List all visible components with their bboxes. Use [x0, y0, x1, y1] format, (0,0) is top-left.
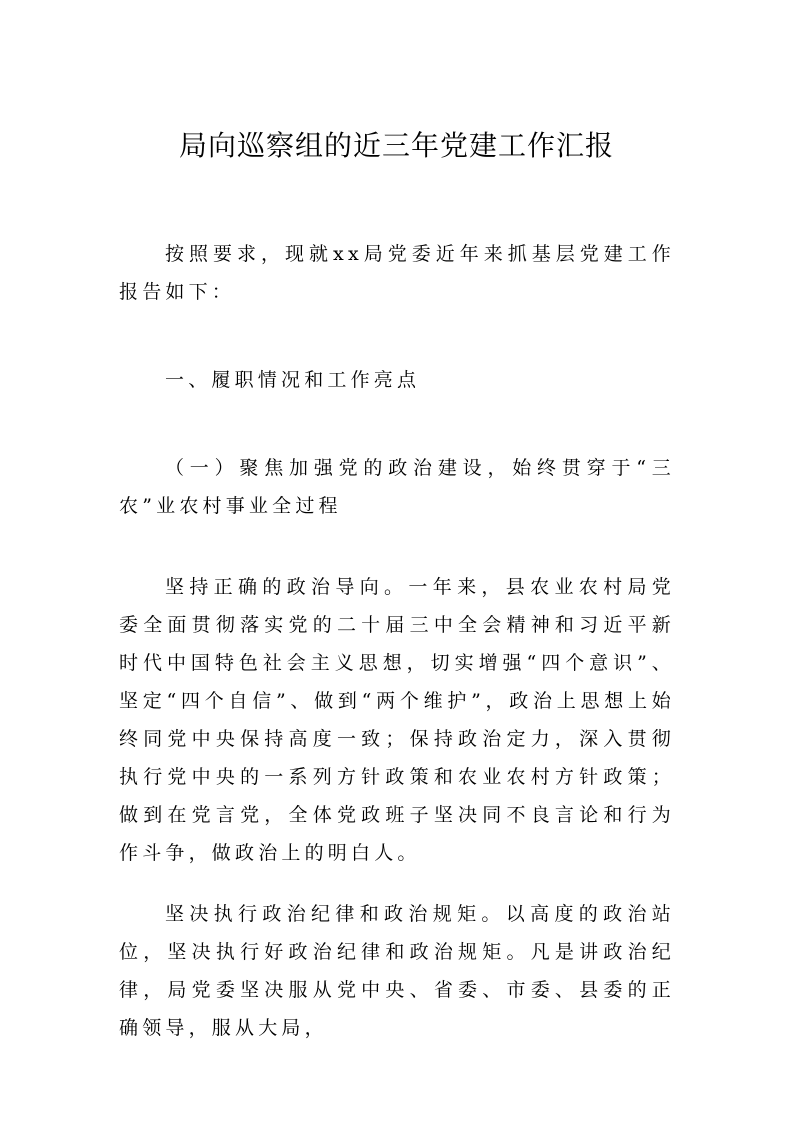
subsection-heading-1: （一）聚焦加强党的政治建设，始终贯穿于“三农”业农村事业全过程 [119, 457, 675, 517]
intro-paragraph: 按照要求，现就xx局党委近年来抓基层党建工作报告如下： [119, 243, 675, 303]
document-title: 局向巡察组的近三年党建工作汇报 [178, 129, 614, 162]
body-paragraph-political-discipline: 坚决执行政治纪律和政治规矩。以高度的政治站位，坚决执行好政治纪律和政治规矩。凡是讲政治纪律，局党委坚决服从党中央、省委、市委、县委的正确领导，服从大局， [119, 903, 675, 1039]
body-paragraph-political-direction: 坚持正确的政治导向。一年来，县农业农村局党委全面贯彻落实党的二十届三中全会精神和习近平新时代中国特色社会主义思想，切实增强“四个意识”、坚定“四个自信”、做到“两个维护”，政治上思想上始终同党中央保持高度一致；保持政治定力，深入贯彻执行党中央的一系列方针政策和农业农村方针政策；做到在党言党，全体党政班子坚决同不良言论和行为作斗争，做政治上的明白人。 [119, 576, 675, 864]
section-heading-1: 一、履职情况和工作亮点 [165, 369, 421, 391]
